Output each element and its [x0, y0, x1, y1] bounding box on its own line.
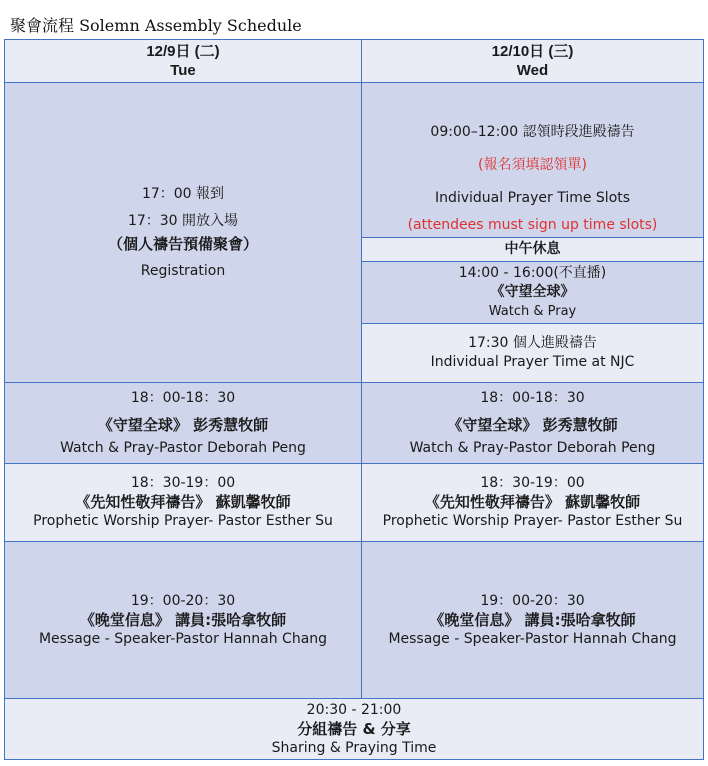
tue-event-en: Registration [140, 262, 226, 279]
tue-prophetic-time: 18：30-19：00 [130, 475, 236, 491]
wed-watch-pray-en: Watch & Pray-Pastor Deborah Peng [409, 439, 656, 456]
wed-watch-pray-time: 18：00-18：30 [480, 389, 585, 406]
wed-message-en: Message - Speaker-Pastor Hannah Chang [388, 630, 677, 647]
sharing-cell [4, 698, 704, 760]
header-wed [361, 39, 704, 83]
tue-event-name: （個人禱告預備聚會） [107, 234, 258, 253]
tue-time-2: 17：30 開放入場 [127, 212, 239, 229]
page-title: 聚會流程 Solemn Assembly Schedule [10, 16, 302, 35]
wed-watch-en: Watch & Pray [488, 304, 577, 319]
tue-prophetic-name: 《先知性敬拜禱告》 蘇凱馨牧師 [75, 493, 291, 511]
wed-watch-cell [361, 261, 704, 324]
header-wed-date: 12/10日 (三) [491, 43, 574, 60]
wed-njc-cell [361, 323, 704, 383]
wed-prophetic-cell [361, 463, 704, 542]
wed-lunch-cell [361, 237, 704, 262]
tue-message-en: Message - Speaker-Pastor Hannah Chang [38, 630, 328, 647]
wed-prophetic-name: 《先知性敬拜禱告》 蘇凱馨牧師 [424, 493, 641, 511]
wed-message-time: 19：00-20：30 [480, 592, 585, 609]
header-tue-date: 12/9日 (二) [146, 43, 220, 60]
tue-watch-time: 18：00-18：30 [130, 389, 236, 406]
wed-morning-cell [361, 82, 704, 238]
tue-registration-cell [4, 82, 362, 383]
wed-watch-pray-name: 《守望全球》 彭秀慧牧師 [447, 415, 618, 434]
tue-watch-en: Watch & Pray-Pastor Deborah Peng [60, 439, 306, 456]
wed-morning-time: 09:00–12:00 認領時段進殿禱告 [430, 124, 635, 140]
wed-morning-note-en: (attendees must sign up time slots) [407, 217, 658, 233]
header-wed-day: Wed [516, 62, 549, 79]
sharing-en: Sharing & Praying Time [271, 739, 437, 756]
header-tue [4, 39, 362, 83]
wed-message-cell [361, 541, 704, 699]
wed-prophetic-time: 18：30-19：00 [480, 475, 585, 491]
wed-njc-time: 17:30 個人進殿禱告 [468, 335, 597, 351]
wed-watch-pray-cell [361, 382, 704, 464]
wed-watch-time: 14:00 - 16:00(不直播) [458, 265, 607, 281]
wed-watch-name: 《守望全球》 [490, 284, 575, 300]
tue-prophetic-cell [4, 463, 362, 542]
tue-time-1: 17：00 報到 [141, 185, 225, 202]
tue-message-cell [4, 541, 362, 699]
tue-message-time: 19：00-20：30 [130, 592, 236, 609]
wed-morning-en: Individual Prayer Time Slots [434, 190, 631, 206]
wed-morning-note-cn: (報名須填認領單) [478, 157, 587, 173]
wed-njc-en: Individual Prayer Time at NJC [430, 354, 635, 370]
tue-watch-name: 《守望全球》 彭秀慧牧師 [97, 415, 269, 434]
wed-lunch: 中午休息 [504, 241, 561, 257]
tue-watch-cell [4, 382, 362, 464]
tue-message-name: 《晚堂信息》 講員:張哈拿牧師 [79, 610, 287, 629]
wed-message-name: 《晚堂信息》 講員:張哈拿牧師 [429, 610, 636, 629]
tue-prophetic-en: Prophetic Worship Prayer- Pastor Esther Su [33, 513, 333, 529]
header-tue-day: Tue [170, 62, 196, 79]
sharing-name: 分組禱告 & 分享 [297, 719, 411, 738]
wed-prophetic-en: Prophetic Worship Prayer- Pastor Esther Su [382, 513, 683, 529]
sharing-time: 20:30 - 21:00 [306, 701, 402, 718]
